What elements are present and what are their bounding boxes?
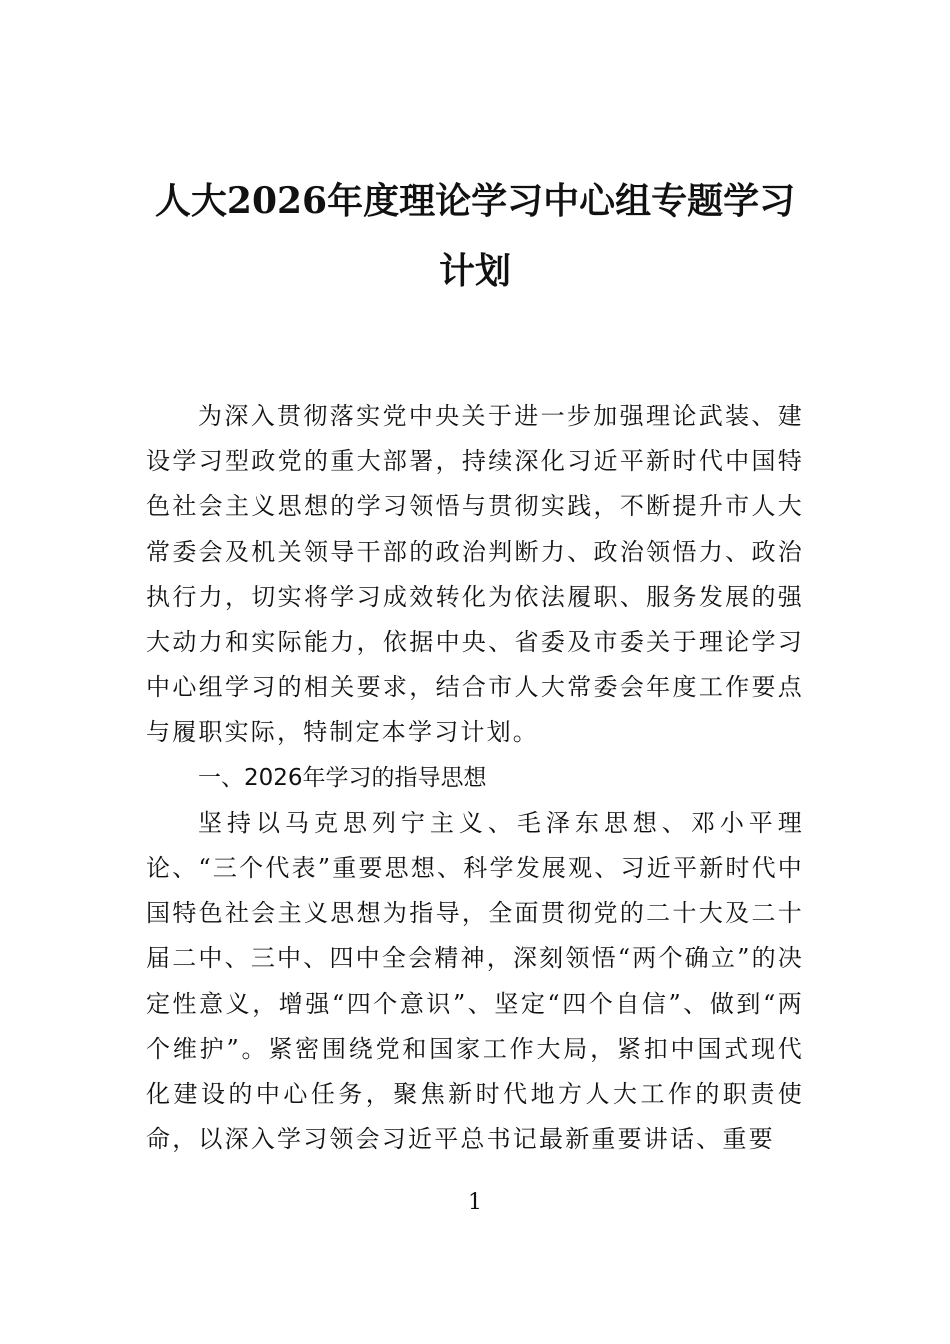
page-number: 1	[468, 1190, 482, 1215]
section-heading-guiding-thought: 一、2026年学习的指导思想	[198, 764, 487, 791]
intro-paragraph: 为深入贯彻落实党中央关于进一步加强理论武装、建设学习型政党的重大部署，持续深化习近平新时代中国特色社会主义思想的学习领悟与贯彻实践，不断提升市人大常委会及机关领导干部的政治判断力、政治领悟力、政治执行力，切实将学习成效转化为依法履职、服务发展的强大动力和实际能力，依据中央、省委及市委关于理论学习中心组学习的相关要求，结合市人大常委会年度工作要点与履职实际，特制定本学习计划。	[146, 402, 804, 747]
document-title: 人大2026年度理论学习中心组专题学习计划	[154, 180, 796, 292]
document-body	[146, 394, 804, 1162]
guiding-thought-paragraph: 坚持以马克思列宁主义、毛泽东思想、邓小平理论、“三个代表”重要思想、科学发展观、习近平新时代中国特色社会主义思想为指导，全面贯彻党的二十大及二十届二中、三中、四中全会精神，深刻领悟“两个确立”的决定性意义，增强“四个意识”、坚定“四个自信”、做到“两个维护”。紧密围绕党和国家工作大局，紧扣中国式现代化建设的中心任务，聚焦新时代地方人大工作的职责使命，以深入学习领会习近平总书记最新重要讲话、重要	[146, 808, 804, 1154]
